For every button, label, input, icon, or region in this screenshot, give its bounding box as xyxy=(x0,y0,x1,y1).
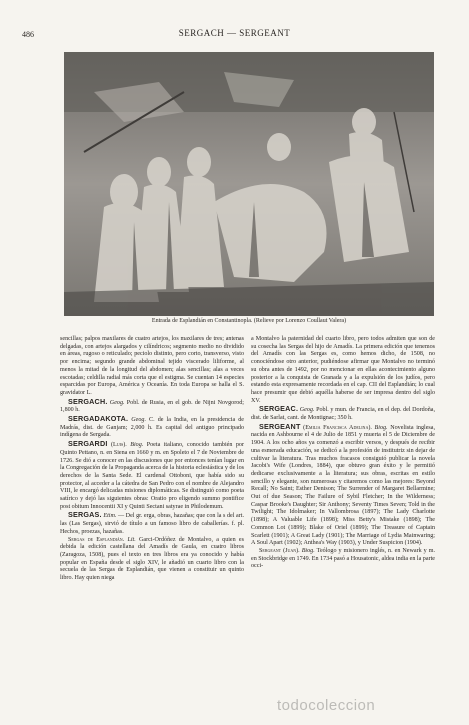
subheadword: Sergas de Esplandián. xyxy=(68,536,125,543)
figure-caption: Entrada de Esplandián en Constantinopla. (Relieve por Lorenzo Coullaut Valera) xyxy=(151,318,347,324)
person-name: (Juan). xyxy=(281,547,300,554)
person-name: (Emilia Francisca Adelina). xyxy=(300,424,372,431)
entry-text: C. de la India, en la presidencia de Madrás, dist. de Ganjam; 2,000 h. Es capital del antiguo principado indígena de Sergada. xyxy=(60,417,244,439)
abbreviation: Biog. xyxy=(374,424,388,431)
entry-continuation: sencillas; palpos maxilares de cuatro artejos, los maxilares de tres; antenas delgadas, con artejos alargados y cilíndricos; segmento medio no dividido en áreas, rugoso o reticulado; peciolo distinto, pero corto, transverso, visto por encima; segundo grande abdominal tejido viscerado liliforme, al menos la mitad de la longitud del abdomen; alas sencillas; alas a veces escotadas; celdilla radial más corta que el estigma. Se cuentan 14 especies esparcidas por Europa, América y Oceanía. En toda Europa se halla el S. gravidator L. xyxy=(60,336,244,396)
entry-text: — Del gr. erga, obras, hazañas; que con la s del art. las (Las Sergas), sirvió de título a un famoso libro de caballerías. f. pl. Hechos, proezas, hazañas. xyxy=(60,513,244,535)
relief-illustration xyxy=(64,52,434,316)
subheadword: Sergeant xyxy=(259,547,282,554)
entry-sergach xyxy=(60,398,244,415)
abbreviation: Biog. xyxy=(301,547,315,554)
relief-engraving xyxy=(64,52,434,316)
headword: SERGADAKOTA. xyxy=(68,414,129,424)
headword: SERGACH. xyxy=(68,396,108,406)
abbreviation: Geog. xyxy=(299,407,315,414)
headword: SERGARDI xyxy=(68,439,108,449)
person-name: (Luis). xyxy=(107,442,127,449)
entry-text: Teólogo y misionero inglés, n. en Newark y m. en Stockbridge en 1749. En 1734 pasó a Housatonic, aldea india en la parte occi- xyxy=(251,547,435,570)
entry-text: Garci-Ordóñez de Montalvo, a quien es debida la edición castellana del Amadís de Gaula, en cuatro libros (Zaragoza, 1508), pues el texto en tres libros era ya conocido y había popular en España desde el siglo XIV, le añadió un cuarto libro con la secuela de las Sergas de Esplandián, que vienen a constituir un quinto libro. Hay quien niega xyxy=(60,536,244,582)
entry-sergardi xyxy=(60,440,244,511)
entry-text: Pobl. y mun. de Francia, en el dep. del Dordoña, dist. de Sarlat, cant. de Montignac; 350 h. xyxy=(251,407,435,422)
abbreviation: Lit. xyxy=(127,536,136,543)
entry-text: Poeta italiano, conocido también por Quinto Pettano, n. en Siena en 1660 y m. en Spoleto el 7 de Noviembre de 1726. Se dió a conocer en las discusiones que por entonces tenían lugar en la Congregación de la Propaganda acerca de la historia eclesiástica y de los derechos de la Santa Sede. El cardenal Ottoboni, que había sido su protector, al acceder a la cátedra de San Pedro con el nombre de Alejandro VIII, le encargó delicadas misiones diplomáticas. Se distinguió como poeta satírico y dejó las siguientes obras: Oratio pro eligendo summo pontifice post obitum Innocentii XI y Quinti Sectani satyrae in Philodemum. xyxy=(60,442,245,510)
entry-text: Novelista inglesa, nacida en Ashbourne el 4 de Julio de 1851 y muerta el 5 de Diciembre de 1904. A los ocho años ya comenzó a escribir versos, y después de recibir una esmerada educación, se dedicó a la profesión de institutriz sin dejar de cultivar la literatura. Tras muchos fracasos consiguió publicar la novela Jacobi's Wife (Londres, 1884), que obtuvo gran éxito y le permitió dedicarse exclusivamente a la literatura; sus obras, escritas en estilo sencillo y elegante, son numerosas y citaremos como las mejores: Beyond Recall; No Saint; Esther Denison; The Surrender of Margaret Bellarmine; Out of due Season; The Failure of Sybil Fletcher; In the Wilderness; Caspar Brooke's Daughter; Sir Anthony; Seventy Times Seven; Told in the Twilight; The Idolmaker; In Vallombrosa (1897); The Lady Charlotte (1898); A Valuable Life (1898); Miss Betty's Mistake (1898); The Common Lot (1899); Blake of Oriel (1899); The Treasure of Captain Scarlett (1901); A Great Lady (1901); The Marriage of Lydia Mainwaring; A Soul Apart (1902); Anthea's Way (1903), y Under Suspicion (1904). xyxy=(251,424,435,547)
headword: SERGEAC. xyxy=(259,404,299,414)
abbreviation: Geog. xyxy=(109,399,125,406)
watermark: todocoleccion xyxy=(277,697,376,714)
entry-continuation: a Montalvo la paternidad del cuarto libro, pero todos admiten que son de su cosecha las Sergas del hijo de Amadís. La primera edición que tenemos del Amadís con las Sergas es, como hemos dicho, de 1508, no conociéndose otro anterior, pudiéndose afirmar que Montalvo no terminó su obra antes de 1492, por no mencionar en ellas acontecimiento alguno posterior a la conquista de Granada y a la expulsión de los judíos, pero estando esta expresamente recordada en el cap. CII del Esplandián; lo cual hace presumir que debió aquélla haberse de ser impresa dentro del siglo XV. xyxy=(251,336,435,404)
entry-sergeant-juan xyxy=(251,548,435,571)
entry-text: Pobl. de Rusia, en el gob. de Nijni Novgorod; 1,800 h. xyxy=(60,399,245,414)
headword: SERGAS. xyxy=(68,510,102,520)
entry-sergas xyxy=(60,511,244,536)
entry-sergadakota xyxy=(60,415,244,440)
abbreviation: Geog. xyxy=(131,417,146,424)
right-column xyxy=(251,336,435,571)
running-head: SERGACH — SERGEANT xyxy=(178,28,291,38)
abbreviation: Etim. xyxy=(103,513,117,520)
headword: SERGEANT xyxy=(259,421,301,431)
page-number: 486 xyxy=(22,30,34,39)
entry-sergas-de-esplandian xyxy=(60,537,244,583)
abbreviation: Biog. xyxy=(130,442,144,449)
entry-sergeac xyxy=(251,405,435,422)
entry-sergeant-emilia xyxy=(251,423,435,548)
left-column xyxy=(60,336,244,583)
